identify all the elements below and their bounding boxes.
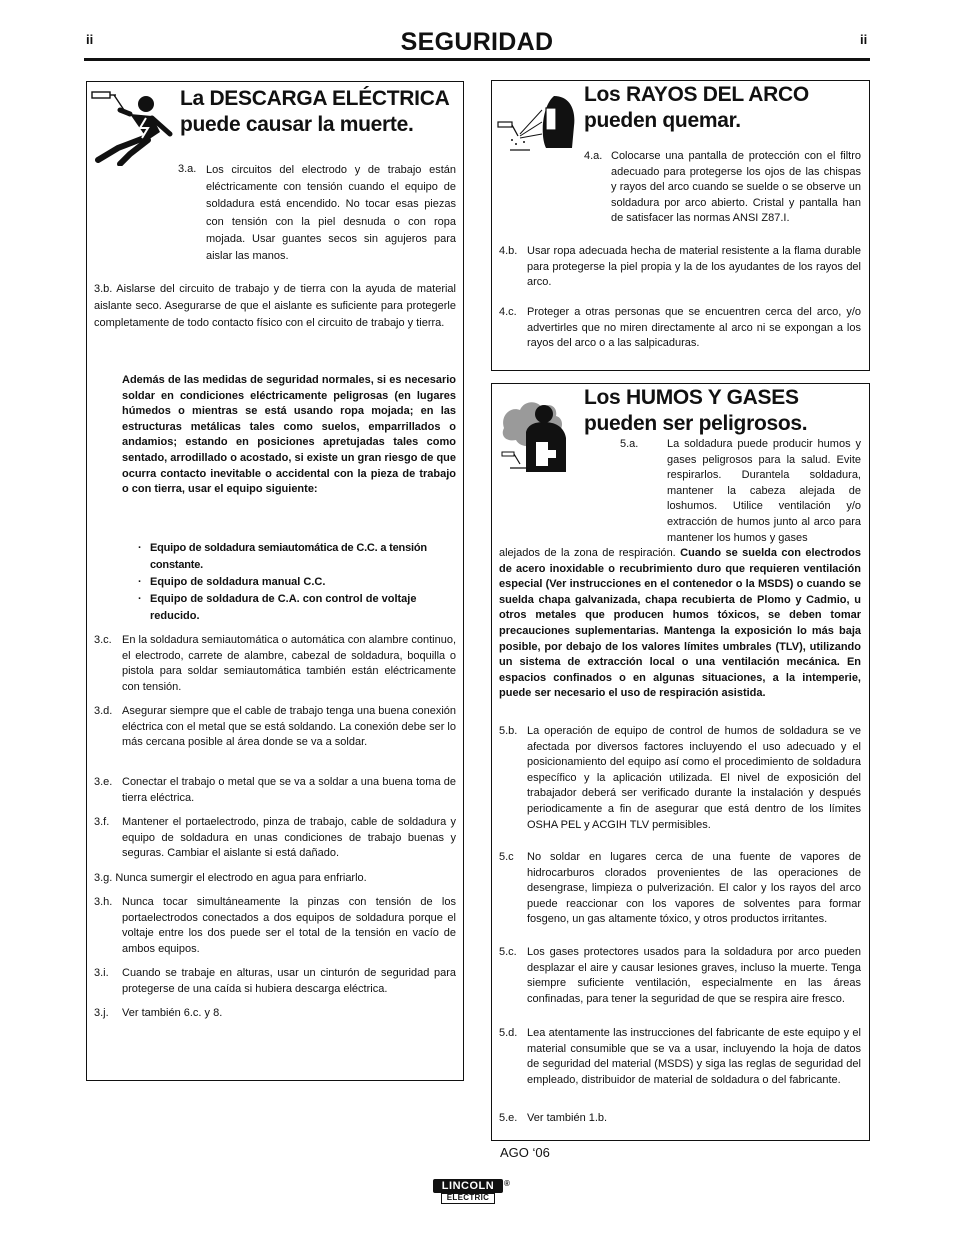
item-5a-cont-bold: Cuando se suelda con electrodos de acero inoxidable o recubrimiento duro que requieren ventilación especial (Ver instrucciones en el contenedor o la MSDS) o cuando se suelda chapa galvanizada, chapa recubierta de Plomo y Cadmio, u otros metales que producen humos tóxicos, se deben tomar precauciones suplementarias. Mantenga la exposición lo más baja posible, por debajo de los valores límites umbrales (TLV), utilizando un sistema de extracción local o una ventilación mecánica. En espacios confinados o en algunas situaciones, a la intemperie, puede ser necesario el uso de respiración asistida. (499, 547, 861, 700)
item-label: 4.c. (499, 306, 517, 318)
item-4a-label: 4.a. (584, 150, 603, 162)
registered-mark: ® (504, 1179, 510, 1188)
item-label: 3.f. (94, 816, 110, 828)
arc-heading-line1: Los RAYOS DEL ARCO (584, 83, 809, 106)
item-3c (94, 633, 456, 695)
item-text: Cuando se trabaje en alturas, usar un cinturón de seguridad para protegerse de una caída si hubiera descarga eléctrica. (122, 967, 456, 995)
item-5b (499, 724, 861, 833)
item-label: 3.c. (94, 634, 112, 646)
item-3j (94, 1006, 456, 1022)
equipment-list (138, 540, 458, 625)
item-text: Ver también 1.b. (527, 1112, 608, 1124)
item-text: Mantener el portaelectrodo, pinza de trabajo, cable de soldadura y equipo de soldadura en unas condiciones de trabajo buenas y seguras. Cambiar el aislante si está dañado. (122, 816, 456, 860)
item-label: 4.b. (499, 245, 518, 257)
item-4b (499, 244, 861, 291)
logo-top: LINCOLN (433, 1179, 503, 1193)
title-rule (84, 58, 870, 61)
logo-bottom: ELECTRIC (441, 1193, 495, 1204)
fumes-heading-line2: pueden ser peligrosos. (584, 412, 808, 435)
item-3f (94, 815, 456, 862)
electric-warning-bold: Además de las medidas de seguridad normales, si es necesario soldar en condiciones eléctricamente peligrosas (en lugares húmedos o mientras se está usando ropa mojada; en las estructuras metálicas tales como suelos, emparrillados o andamios; estando en posiciones apretujadas tales como sentado, arrodillado o acostado, si existe un gran riesgo de que ocurra contacto inevitable o accidental con la pieza de trabajo o con tierra, usar el equipo siguiente: (122, 374, 456, 496)
arc-rays-icon (496, 92, 580, 160)
item-text: Ver también 6.c. y 8. (122, 1007, 223, 1019)
item-5a-label: 5.a. (620, 438, 639, 450)
bullet-text: Equipo de soldadura semiautomática de C.C. a tensión constante. (150, 542, 427, 571)
item-5c-second (499, 945, 861, 1007)
item-3a-text: Los circuitos del electrodo y de trabajo están eléctricamente con tensión cuando el equipo de soldadura está encendido. No tocar esas piezas con tensión con la piel desnuda o con ropa mojada. Usar guantes secos sin agujeros para aislar las manos. (206, 164, 456, 263)
page-title: SEGURIDAD (400, 28, 554, 56)
item-3a-label: 3.a. (178, 163, 197, 175)
item-text: Conectar el trabajo o metal que se va a soldar a una buena toma de tierra eléctrica. (122, 776, 456, 804)
item-label: 3.j. (94, 1007, 109, 1019)
electric-heading-line1: La DESCARGA ELÉCTRICA (180, 87, 450, 110)
item-text: Los gases protectores usados para la soldadura por arco pueden desplazar el aire y causar lesiones graves, incluso la muerte. Tenga siempre suficiente ventilación, especialmente en las áreas confinadas, para tener la seguridad de que se respira aire fresco. (527, 946, 861, 1005)
arc-rays-heading (584, 82, 864, 134)
item-5c (499, 850, 861, 928)
item-5d (499, 1026, 861, 1088)
item-text: Asegurar siempre que el cable de trabajo tenga una buena conexión eléctrica con el metal que se está soldando. La conexión debe ser lo más cercana posible al área donde se va a soldar. (122, 705, 456, 749)
item-text: No soldar en lugares cerca de una fuente de vapores de hidrocarburos clorados provenientes de las operaciones de desengrase, limpieza o pulverización. El calor y los rayos del arco puede reaccionar con los vapores de solventes para formar fosgeno, un gas altamente tóxico, y otros productos irritantes. (527, 851, 861, 926)
fumes-gases-heading (584, 385, 864, 437)
item-text: Usar ropa adecuada hecha de material resistente a la flama durable para protegerse la piel propia y la de los ayudantes de los rayos del arco. (527, 245, 861, 289)
item-label: 3.i. (94, 967, 109, 979)
item-text: La operación de equipo de control de humos de soldadura se ve afectada por diversos factores incluyendo el uso adecuado y el posicionamiento del equipo así como el procedimiento de soldadura específico y la aplicación utilizada. El nivel de exposición del trabajador deberá ser verificado durante la instalación y después periodicamente a fin de asegurar que está dentro de los límites OSHA PEL y ACGIH TLV permisibles. (527, 725, 861, 831)
item-3h (94, 895, 456, 957)
item-3d (94, 704, 456, 751)
list-item: · Equipo de soldadura semiautomática de C.C. a tensión constante. (138, 540, 458, 574)
fumes-gases-icon (498, 398, 578, 474)
item-label: 5.d. (499, 1027, 518, 1039)
item-label: 5.e. (499, 1112, 518, 1124)
item-5a-text: La soldadura puede producir humos y gases peligrosos para la salud. Evite respirarlos. Durantela soldadura, mantener la cabeza alejada de loshumos. Utilice ventilación y/o extracción de humos junto al arco para mantener los humos y gases (667, 438, 861, 544)
list-item: · Equipo de soldadura manual C.C. (138, 574, 458, 591)
item-text: Proteger a otras personas que se encuentren cerca del arco, y/o advertirles que no miren directamente al arco ni se expongan a los rayos del arco o a las salpicaduras. (527, 306, 861, 350)
lincoln-electric-logo (433, 1179, 513, 1207)
item-label: 3.h. (94, 896, 113, 908)
fumes-heading-line1: Los HUMOS Y GASES (584, 386, 799, 409)
item-5a-continuation (499, 546, 861, 702)
item-text: En la soldadura semiautomática o automática con alambre continuo, el electrodo, carrete de alambre, cabezal de soldadura, boquilla o pistola para soldar semiautomática también están eléctricamente con tensión. (122, 634, 456, 693)
item-5a-cont-normal: alejados de la zona de respiración. (499, 547, 676, 559)
revision-date: AGO ‘06 (500, 1145, 550, 1160)
item-label: 3.e. (94, 776, 113, 788)
item-text: Lea atentamente las instrucciones del fabricante de este equipo y el material consumible que se va a usar, incluyendo la hoja de datos de seguridad del material (MSDS) y siga las reglas de seguridad del empleado, distribuidor de material de soldadura o del fabricante. (527, 1027, 861, 1086)
item-3i (94, 966, 456, 997)
item-4a-text: Colocarse una pantalla de protección con el filtro adecuado para protegerse los ojos de las chispas y rayos del arco cuando se suelde o se observe un soldadura por arco abierto. Cristal y pantalla han de satisfacer las normas ANSI Z87.I. (611, 150, 861, 225)
item-5e (499, 1111, 861, 1127)
item-label: 5.c (499, 851, 514, 863)
page-number-left: ii (86, 32, 94, 47)
item-4c (499, 305, 861, 352)
electric-heading-line2: puede causar la muerte. (180, 113, 414, 136)
item-label: 5.c. (499, 946, 517, 958)
list-item: · Equipo de soldadura de C.A. con control de voltaje reducido. (138, 591, 458, 625)
item-3g-text: 3.g. Nunca sumergir el electrodo en agua para enfriarlo. (94, 872, 367, 884)
electric-shock-icon (90, 88, 180, 166)
arc-heading-line2: pueden quemar. (584, 109, 741, 132)
item-label: 5.b. (499, 725, 518, 737)
electric-shock-heading (180, 86, 460, 138)
item-3b-text: 3.b. Aislarse del circuito de trabajo y de tierra con la ayuda de material aislante seco. Asegurarse de que el aislante es suficiente para protegerle completamente de todo contacto físico con el circuito de trabajo y tierra. (94, 283, 456, 330)
bullet-text: Equipo de soldadura de C.A. con control de voltaje reducido. (150, 593, 417, 622)
bullet-text: Equipo de soldadura manual C.C. (150, 576, 326, 588)
item-text: Nunca tocar simultáneamente la pinzas con tensión de los portaelectrodos conectados a dos equipos de soldadura porque el voltaje entre los dos puede ser el total de la tensión en vacío de ambos equipos. (122, 896, 456, 955)
item-label: 3.d. (94, 705, 113, 717)
page-number-right: ii (860, 32, 868, 47)
item-3e (94, 775, 456, 806)
